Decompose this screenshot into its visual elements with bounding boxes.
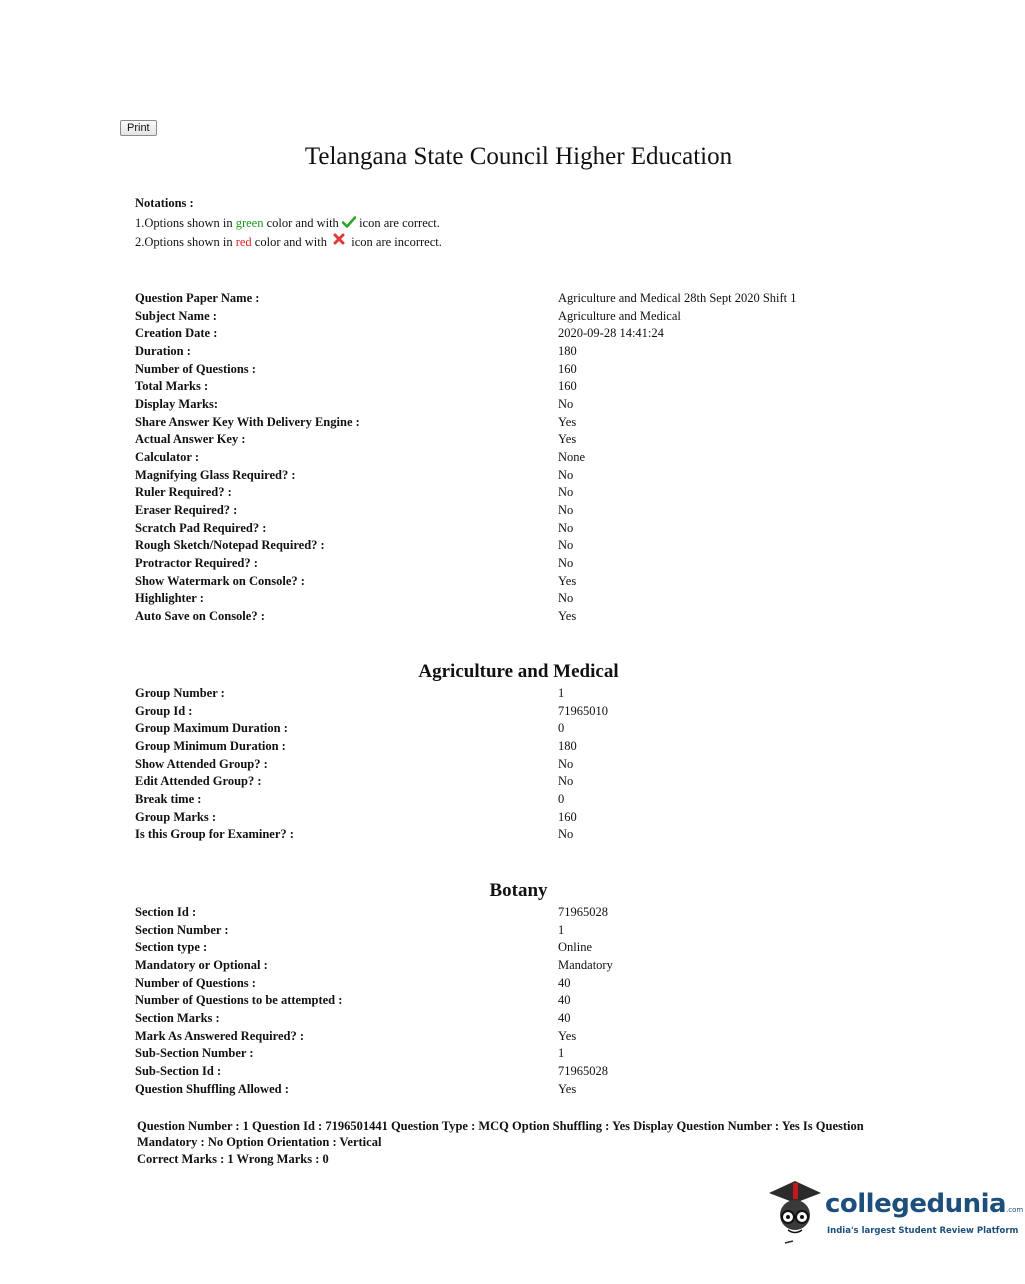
detail-label: Display Marks: xyxy=(135,396,218,411)
detail-value: 40 xyxy=(558,1010,571,1025)
notation-correct-middle: color and with xyxy=(263,215,342,230)
detail-label: Number of Questions : xyxy=(135,975,256,990)
detail-value: 71965028 xyxy=(558,1063,608,1078)
detail-label: Group Minimum Duration : xyxy=(135,738,286,753)
detail-value: No xyxy=(558,756,574,771)
detail-value: Yes xyxy=(558,1028,577,1043)
print-button[interactable]: Print xyxy=(120,120,157,136)
detail-value: 0 xyxy=(558,791,565,806)
detail-row xyxy=(135,904,895,922)
notations-heading: Notations : xyxy=(135,196,194,210)
detail-label: Scratch Pad Required? : xyxy=(135,520,267,535)
detail-row xyxy=(135,431,895,449)
detail-row xyxy=(135,608,895,626)
detail-value: 160 xyxy=(558,379,577,394)
detail-row xyxy=(135,685,895,703)
logo-brand xyxy=(825,1189,1023,1219)
detail-row xyxy=(135,1010,895,1028)
detail-label: Subject Name : xyxy=(135,308,217,323)
detail-label: Section type : xyxy=(135,940,208,955)
detail-value: Yes xyxy=(558,608,577,623)
detail-label: Auto Save on Console? : xyxy=(135,608,265,623)
logo-brand-name: collegedunia xyxy=(825,1189,1007,1219)
detail-row xyxy=(135,957,895,975)
detail-label: Total Marks : xyxy=(135,379,209,394)
question-info xyxy=(137,1119,907,1168)
group-title: Agriculture and Medical xyxy=(418,661,619,682)
detail-row xyxy=(135,573,895,591)
page-title: Telangana State Council Higher Education xyxy=(304,143,733,170)
section-details-table xyxy=(135,904,895,1098)
detail-row xyxy=(135,502,895,520)
notation-incorrect-middle: color and with xyxy=(251,235,331,249)
detail-label: Magnifying Glass Required? : xyxy=(135,467,296,482)
detail-label: Number of Questions to be attempted : xyxy=(135,993,343,1008)
logo-brand-suffix: .com xyxy=(1006,1206,1024,1214)
notations-block xyxy=(135,194,442,253)
detail-row xyxy=(135,773,895,791)
checkmark-icon xyxy=(342,216,356,228)
detail-value: No xyxy=(558,396,574,411)
detail-row xyxy=(135,555,895,573)
detail-value: Yes xyxy=(558,432,577,447)
detail-row xyxy=(135,414,895,432)
detail-value: Mandatory xyxy=(558,957,613,972)
detail-label: Is this Group for Examiner? : xyxy=(135,827,294,842)
detail-row xyxy=(135,720,895,738)
detail-label: Share Answer Key With Delivery Engine : xyxy=(135,414,360,429)
notation-incorrect-prefix: 2.Options shown in xyxy=(135,235,236,249)
detail-row xyxy=(135,1081,895,1099)
detail-label: Question Shuffling Allowed : xyxy=(135,1081,289,1096)
detail-row xyxy=(135,756,895,774)
detail-value: 160 xyxy=(558,809,577,824)
detail-row xyxy=(135,308,895,326)
detail-value: No xyxy=(558,774,574,789)
detail-label: Sub-Section Id : xyxy=(135,1063,222,1078)
detail-row xyxy=(135,378,895,396)
detail-value: No xyxy=(558,591,574,606)
detail-label: Rough Sketch/Notepad Required? : xyxy=(135,538,325,553)
detail-row xyxy=(135,590,895,608)
notation-green-word: green xyxy=(235,215,264,230)
logo-tagline: India's largest Student Review Platform xyxy=(827,1226,1019,1236)
detail-value: 1 xyxy=(558,1046,565,1061)
detail-value: Yes xyxy=(558,573,577,588)
mascot-icon xyxy=(765,1175,825,1247)
detail-row xyxy=(135,1028,895,1046)
detail-value: No xyxy=(558,520,574,535)
detail-label: Highlighter : xyxy=(135,591,204,606)
cross-icon xyxy=(333,233,345,245)
detail-label: Group Id : xyxy=(135,703,193,718)
detail-value: None xyxy=(558,449,586,464)
section-title: Botany xyxy=(489,880,548,901)
detail-label: Protractor Required? : xyxy=(135,555,258,570)
detail-value: Yes xyxy=(558,414,577,429)
detail-value: Yes xyxy=(558,1081,577,1096)
detail-value: Agriculture and Medical 28th Sept 2020 Shift 1 xyxy=(558,291,797,305)
detail-label: Ruler Required? : xyxy=(135,485,232,500)
detail-value: 180 xyxy=(558,738,577,753)
detail-value: 40 xyxy=(558,993,571,1008)
detail-label: Group Maximum Duration : xyxy=(135,721,288,736)
detail-label: Section Marks : xyxy=(135,1010,220,1025)
detail-value: 0 xyxy=(558,721,565,736)
detail-row xyxy=(135,290,895,308)
detail-row xyxy=(135,396,895,414)
detail-label: Edit Attended Group? : xyxy=(135,774,262,789)
detail-label: Section Id : xyxy=(135,905,197,919)
detail-row xyxy=(135,992,895,1010)
detail-value: 40 xyxy=(558,975,571,990)
detail-label: Mandatory or Optional : xyxy=(135,957,268,972)
detail-row xyxy=(135,791,895,809)
detail-row xyxy=(135,467,895,485)
detail-value: 2020-09-28 14:41:24 xyxy=(558,326,664,341)
detail-label: Duration : xyxy=(135,343,191,358)
detail-row xyxy=(135,537,895,555)
detail-value: No xyxy=(558,827,574,842)
detail-label: Show Watermark on Console? : xyxy=(135,573,305,588)
detail-row xyxy=(135,738,895,756)
detail-value: Online xyxy=(558,940,593,955)
notation-correct xyxy=(135,214,442,234)
detail-value: 1 xyxy=(558,686,565,700)
detail-row xyxy=(135,325,895,343)
detail-row xyxy=(135,1063,895,1081)
detail-row xyxy=(135,939,895,957)
notation-correct-prefix: 1.Options shown in xyxy=(135,215,236,230)
detail-row xyxy=(135,809,895,827)
detail-label: Mark As Answered Required? : xyxy=(135,1028,304,1043)
notation-correct-suffix: icon are correct. xyxy=(355,215,440,230)
detail-label: Group Number : xyxy=(135,686,225,700)
detail-row xyxy=(135,703,895,721)
group-details-table xyxy=(135,685,895,844)
detail-row xyxy=(135,520,895,538)
detail-value: 71965028 xyxy=(558,905,608,919)
detail-value: No xyxy=(558,502,574,517)
detail-row xyxy=(135,826,895,844)
detail-value: 71965010 xyxy=(558,703,608,718)
detail-label: Break time : xyxy=(135,791,202,806)
detail-label: Number of Questions : xyxy=(135,361,256,376)
detail-row xyxy=(135,1045,895,1063)
detail-label: Creation Date : xyxy=(135,326,218,341)
detail-label: Group Marks : xyxy=(135,809,217,824)
detail-value: No xyxy=(558,467,574,482)
detail-value: 1 xyxy=(558,922,565,937)
detail-row xyxy=(135,922,895,940)
notation-incorrect xyxy=(135,233,442,253)
detail-row xyxy=(135,449,895,467)
detail-value: Agriculture and Medical xyxy=(558,308,681,323)
detail-label: Eraser Required? : xyxy=(135,502,238,517)
detail-label: Show Attended Group? : xyxy=(135,756,268,771)
detail-row xyxy=(135,361,895,379)
detail-label: Sub-Section Number : xyxy=(135,1046,254,1061)
detail-label: Calculator : xyxy=(135,449,199,464)
question-metadata: Question Number : 1 Question Id : 7196501441 Question Type : MCQ Option Shuffling : Yes Display Question Number : Yes Is Question Mandatory : No Option Orientation : Vertical xyxy=(137,1119,864,1149)
detail-label: Actual Answer Key : xyxy=(135,432,246,447)
detail-value: No xyxy=(558,555,574,570)
detail-value: 180 xyxy=(558,343,577,358)
detail-row xyxy=(135,975,895,993)
detail-value: No xyxy=(558,538,574,553)
question-marks: Correct Marks : 1 Wrong Marks : 0 xyxy=(137,1152,329,1166)
notation-red-word: red xyxy=(235,235,252,249)
detail-value: 160 xyxy=(558,361,577,376)
detail-label: Question Paper Name : xyxy=(135,291,260,305)
detail-row xyxy=(135,484,895,502)
notation-incorrect-suffix: icon are incorrect. xyxy=(348,235,442,249)
detail-value: No xyxy=(558,485,574,500)
paper-details-table xyxy=(135,290,895,625)
detail-row xyxy=(135,343,895,361)
collegedunia-logo xyxy=(765,1175,1024,1247)
detail-label: Section Number : xyxy=(135,922,229,937)
